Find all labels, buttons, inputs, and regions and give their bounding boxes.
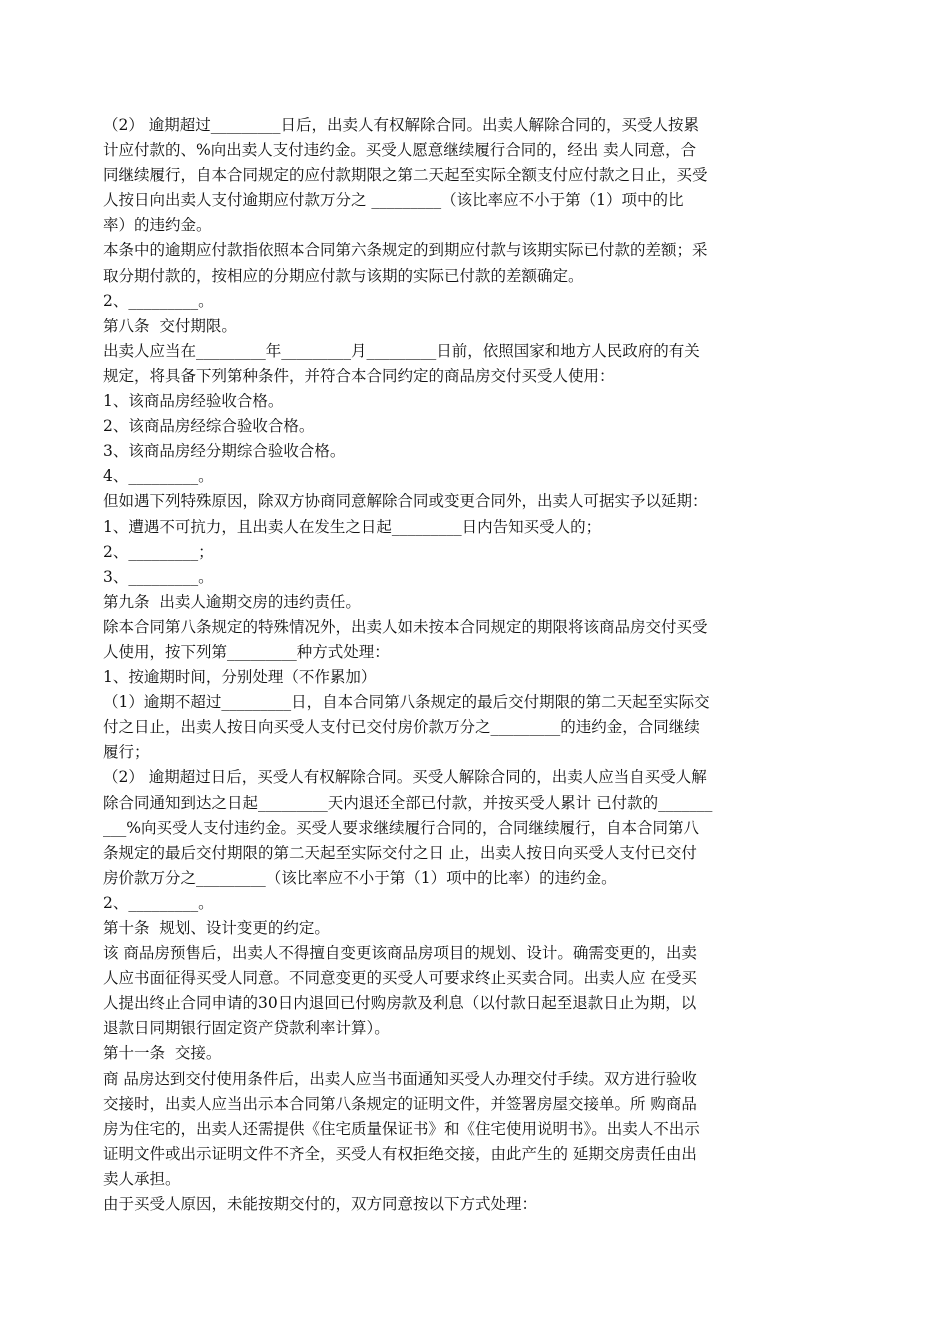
text-line: 房为住宅的，出卖人还需提供《住宅质量保证书》和《住宅使用说明书》。出卖人不出示	[103, 1119, 700, 1138]
text-line: 证明文件或出示证明文件不齐全，买受人有权拒绝交接，由此产生的 延期交房责任由出	[103, 1144, 697, 1163]
text-line: 取分期付款的，按相应的分期应付款与该期的实际已付款的差额确定。	[103, 266, 584, 285]
text-line: 除合同通知到达之日起_________天内退还全部已付款，并按买受人累计 已付款的_______	[103, 793, 713, 812]
text-line: 卖人承担。	[103, 1169, 181, 1188]
document-page	[103, 113, 853, 1217]
text-line: 该 商品房预售后，出卖人不得擅自变更该商品房项目的规划、设计。确需变更的，出卖	[103, 944, 697, 963]
text-line: （2） 逾期超过日后，买受人有权解除合同。买受人解除合同的，出卖人应当自买受人解	[103, 768, 707, 787]
text-line: 2、该商品房经综合验收合格。	[103, 417, 315, 436]
text-line: 本条中的逾期应付款指依照本合同第六条规定的到期应付款与该期实际已付款的差额；采	[103, 241, 708, 260]
text-line: 3、该商品房经分期综合验收合格。	[103, 442, 346, 461]
text-line: 人应书面征得买受人同意。不同意变更的买受人可要求终止买卖合同。出卖人应 在受买	[103, 969, 697, 988]
text-line: 履行；	[103, 743, 150, 762]
text-line: 人使用，按下列第_________种方式处理：	[103, 642, 390, 661]
text-line: 除本合同第八条规定的特殊情况外，出卖人如未按本合同规定的期限将该商品房交付买受	[103, 617, 708, 636]
text-line: 2、_________。	[103, 291, 214, 310]
text-line: 4、_________。	[103, 467, 214, 486]
text-line: 1、遭遇不可抗力，且出卖人在发生之日起_________日内告知买受人的；	[103, 517, 602, 536]
text-line: 计应付款的、%向出卖人支付违约金。买受人愿意继续履行合同的，经出 卖人同意，合	[103, 141, 697, 160]
text-line: 3、_________。	[103, 567, 214, 586]
text-line: 2、_________。	[103, 893, 214, 912]
text-line: 1、按逾期时间，分别处理（不作累加）	[103, 668, 377, 687]
text-line: 但如遇下列特殊原因，除双方协商同意解除合同或变更合同外，出卖人可据实予以延期：	[103, 492, 708, 511]
text-line: 交接时，出卖人应当出示本合同第八条规定的证明文件，并签署房屋交接单。所 购商品	[103, 1094, 697, 1113]
text-line: 由于买受人原因，未能按期交付的，双方同意按以下方式处理：	[103, 1195, 538, 1214]
text-line: 2、_________；	[103, 542, 214, 561]
text-line: 人提出终止合同申请的30日内退回已付购房款及利息（以付款日起至退款日止为期，以	[103, 994, 697, 1013]
text-line: 同继续履行，自本合同规定的应付款期限之第二天起至实际全额支付应付款之日止，买受	[103, 166, 708, 185]
text-line: 条规定的最后交付期限的第二天起至实际交付之日 止，出卖人按日向买受人支付已交付	[103, 843, 697, 862]
text-line: ___%向买受人支付违约金。买受人要求继续履行合同的，合同继续履行，自本合同第八	[103, 818, 699, 837]
text-line: （2） 逾期超过_________日后，出卖人有权解除合同。出卖人解除合同的，买受人按累	[103, 116, 700, 134]
section-heading: 第九条 出卖人逾期交房的违约责任。	[103, 592, 361, 611]
text-line: 退款日同期银行固定资产贷款利率计算）。	[103, 1019, 390, 1038]
text-line: 规定，将具备下列第种条件，并符合本合同约定的商品房交付买受人使用：	[103, 366, 615, 385]
section-heading: 第十一条 交接。	[103, 1044, 222, 1063]
text-line: （1）逾期不超过_________日，自本合同第八条规定的最后交付期限的第二天起至实际交	[103, 693, 710, 712]
text-line: 商 品房达到交付使用条件后，出卖人应当书面通知买受人办理交付手续。双方进行验收	[103, 1069, 697, 1088]
text-line: 付之日止，出卖人按日向买受人支付已交付房价款万分之_________的违约金，合同继续	[103, 718, 700, 737]
text-line: 率）的违约金。	[103, 216, 212, 235]
text-line: 房价款万分之_________（该比率应不小于第（1）项中的比率）的违约金。	[103, 868, 617, 887]
section-heading: 第十条 规划、设计变更的约定。	[103, 919, 330, 937]
section-heading: 第八条 交付期限。	[103, 316, 237, 335]
text-line: 出卖人应当在_________年_________月_________日前，依照国家和地方人民政府的有关	[103, 341, 700, 360]
text-line: 1、该商品房经验收合格。	[103, 392, 284, 411]
text-line: 人按日向出卖人支付逾期应付款万分之 _________（该比率应不小于第（1）项中的比	[103, 191, 684, 210]
